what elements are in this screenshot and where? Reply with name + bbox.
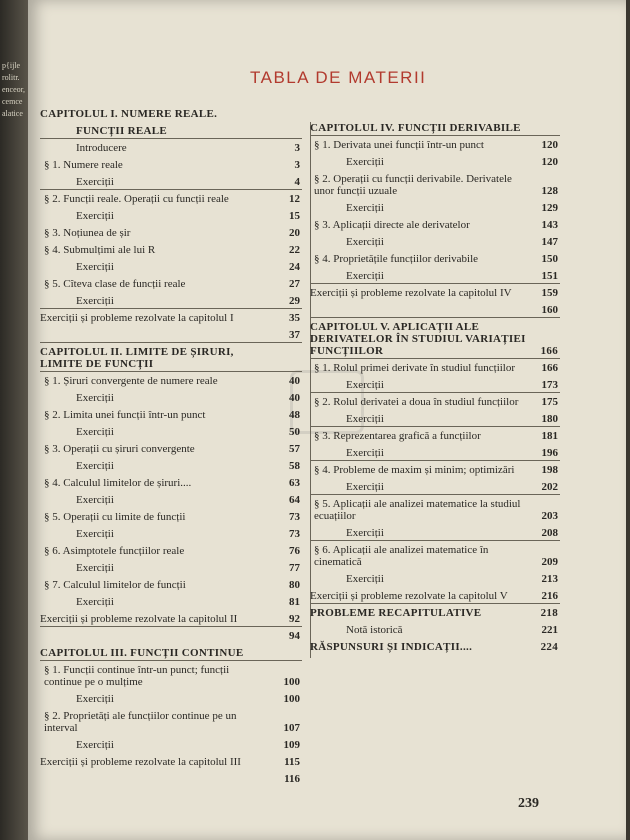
toc-entry-title: RĂSPUNSURI ȘI INDICAȚII....	[310, 641, 473, 653]
toc-entry-page: 181	[541, 430, 558, 442]
toc-entry	[40, 596, 302, 608]
toc-entry-page: 150	[541, 253, 558, 265]
toc-entry	[40, 125, 302, 137]
toc-entry-title: Exerciții	[346, 413, 384, 425]
toc-entry-page: 129	[541, 202, 558, 214]
toc-entry-page: 22	[289, 244, 300, 256]
toc-entry-page: 213	[541, 573, 558, 585]
toc-entry	[40, 227, 302, 239]
toc-entry-title: Exerciții	[346, 481, 384, 493]
toc-entry	[310, 236, 560, 248]
toc-entry-page: 76	[289, 545, 300, 557]
toc-entry-title: Exerciții și probleme rezolvate la capitolul V	[310, 590, 508, 602]
toc-entry	[40, 739, 302, 751]
toc-entry-title: CAPITOLUL IV. FUNCȚII DERIVABILE	[310, 122, 521, 134]
toc-entry	[310, 253, 560, 265]
toc-entry-page: 218	[540, 607, 558, 619]
toc-entry-title: Exerciții și probleme rezolvate la capitolul III	[40, 756, 241, 768]
toc-entry-title: § 6. Asimptotele funcțiilor reale	[44, 545, 185, 557]
toc-entry	[40, 579, 302, 591]
toc-entry-page: 159	[541, 287, 558, 299]
toc-entry-page: 80	[289, 579, 300, 591]
toc-entry-title: Exerciții	[346, 527, 384, 539]
toc-entry	[40, 426, 302, 438]
toc-entry-page: 100	[283, 693, 300, 705]
toc-entry-title: Exerciții	[76, 494, 114, 506]
toc-entry-title: § 1. Șiruri convergente de numere reale	[44, 375, 218, 387]
toc-entry-title: CAPITOLUL III. FUNCȚII CONTINUE	[40, 647, 244, 659]
toc-entry-title: § 3. Aplicații directe ale derivatelor	[314, 219, 470, 231]
toc-entry-page: 128	[541, 185, 558, 197]
toc-entry-page: 209	[541, 556, 558, 568]
toc-entry	[40, 193, 302, 205]
toc-entry-title: Exerciții	[346, 270, 384, 282]
toc-entry	[40, 392, 302, 404]
toc-entry-page: 221	[541, 624, 558, 636]
toc-entry-page: 92	[289, 613, 300, 625]
toc-entry-page: 4	[294, 176, 300, 188]
toc-entry-title: Exerciții	[346, 156, 384, 168]
toc-entry	[40, 312, 302, 324]
toc-entry-page: 40	[289, 375, 300, 387]
toc-entry-page: 143	[541, 219, 558, 231]
toc-entry	[40, 142, 302, 154]
toc-entry-title: Exerciții	[76, 295, 114, 307]
toc-entry-page: 73	[289, 528, 300, 540]
toc-entry-title: § 4. Probleme de maxim și minim; optimizări	[314, 464, 515, 476]
toc-entry-title: § 5. Cîteva clase de funcții reale	[44, 278, 186, 290]
toc-entry-page: 120	[541, 139, 558, 151]
toc-entry-page: 15	[289, 210, 300, 222]
toc-entry-page: 29	[289, 295, 300, 307]
toc-entry-title: Introducere	[76, 142, 127, 154]
toc-entry	[310, 219, 560, 231]
toc-entry-title: CAPITOLUL I. NUMERE REALE.	[40, 108, 218, 120]
toc-entry	[310, 270, 560, 282]
toc-entry-title: § 3. Reprezentarea grafică a funcțiilor	[314, 430, 481, 442]
toc-entry-page: 94	[289, 630, 300, 642]
toc-entry-page: 120	[541, 156, 558, 168]
toc-entry-title: § 3. Noțiunea de șir	[44, 227, 131, 239]
toc-entry-page: 166	[541, 362, 558, 374]
toc-entry	[40, 528, 302, 540]
toc-entry	[310, 379, 560, 391]
toc-entry-page: 100	[283, 676, 300, 688]
toc-entry	[40, 210, 302, 222]
toc-entry	[40, 545, 302, 557]
toc-entry-page: 151	[541, 270, 558, 282]
toc-entry-title: PROBLEME RECAPITULATIVE	[310, 607, 482, 619]
toc-entry	[310, 156, 560, 168]
toc-entry	[40, 443, 302, 455]
toc-entry-page: 160	[541, 304, 558, 316]
toc-entry-page: 57	[289, 443, 300, 455]
toc-entry-title: Exerciții	[76, 596, 114, 608]
toc-entry	[310, 362, 560, 374]
toc-entry-page: 37	[289, 329, 300, 341]
toc-entry-page: 202	[541, 481, 558, 493]
toc-entry	[310, 396, 560, 408]
page-number: 239	[518, 796, 539, 811]
toc-entry-page: 63	[289, 477, 300, 489]
toc-entry-page: 216	[541, 590, 558, 602]
toc-entry-page: 224	[540, 641, 558, 653]
adjacent-page-text: p{ijle rolitr. enceor, cemce alatice	[2, 61, 25, 118]
toc-entry	[310, 430, 560, 442]
toc-entry	[310, 544, 560, 568]
toc-entry-page: 203	[541, 510, 558, 522]
toc-entry-page: 50	[289, 426, 300, 438]
toc-entry	[310, 321, 560, 357]
toc-entry-page: 58	[289, 460, 300, 472]
toc-entry	[310, 607, 560, 619]
toc-entry-page: 40	[289, 392, 300, 404]
toc-entry	[40, 159, 302, 171]
toc-entry	[40, 409, 302, 421]
toc-entry-page: 3	[294, 142, 300, 154]
toc-entry-title: Exerciții	[346, 573, 384, 585]
toc-entry-page: 147	[541, 236, 558, 248]
toc-entry-page: 35	[289, 312, 300, 324]
toc-entry	[40, 460, 302, 472]
toc-entry	[40, 773, 302, 785]
toc-entry-page: 27	[289, 278, 300, 290]
toc-entry-page: 81	[289, 596, 300, 608]
toc-entry	[40, 710, 302, 734]
toc-entry	[40, 511, 302, 523]
toc-entry	[40, 346, 302, 370]
toc-entry-title: § 2. Operații cu funcții derivabile. Derivatele unor funcții uzuale	[314, 173, 512, 197]
book-spine	[0, 0, 28, 840]
toc-entry-title: Notă istorică	[346, 624, 403, 636]
toc-entry-title: § 5. Aplicații ale analizei matematice la studiul ecuațiilor	[314, 498, 521, 522]
toc-entry-page: 166	[540, 345, 558, 357]
toc-entry-title: § 4. Calculul limitelor de șiruri....	[44, 477, 192, 489]
toc-left-column	[40, 108, 302, 790]
toc-entry	[40, 244, 302, 256]
toc-entry-title: Exerciții	[76, 392, 114, 404]
toc-entry	[310, 122, 560, 134]
toc-entry	[40, 630, 302, 642]
toc-entry-title: § 2. Proprietăți ale funcțiilor continue pe un interval	[44, 710, 237, 734]
toc-entry-title: § 2. Limita unei funcții într-un punct	[44, 409, 206, 421]
toc-entry	[310, 287, 560, 299]
toc-entry	[40, 756, 302, 768]
toc-entry-title: Exerciții	[76, 562, 114, 574]
toc-entry	[40, 261, 302, 273]
toc-entry-title: Exerciții	[346, 447, 384, 459]
toc-entry-page: 208	[541, 527, 558, 539]
toc-entry-page: 77	[289, 562, 300, 574]
toc-entry	[40, 613, 302, 625]
toc-entry-title: CAPITOLUL II. LIMITE DE ȘIRURI, LIMITE DE FUNCȚII	[40, 346, 234, 370]
toc-entry-title: § 1. Rolul primei derivate în studiul funcțiilor	[314, 362, 516, 374]
toc-right-column	[310, 122, 560, 658]
toc-entry	[40, 477, 302, 489]
toc-entry-title: § 4. Submulțimi ale lui R	[44, 244, 156, 256]
toc-entry-page: 48	[289, 409, 300, 421]
toc-entry-title: Exerciții	[76, 176, 114, 188]
toc-entry	[40, 108, 302, 120]
toc-entry	[310, 641, 560, 653]
toc-entry-page: 12	[289, 193, 300, 205]
toc-entry-page: 3	[294, 159, 300, 171]
toc-entry-title: Exerciții	[346, 236, 384, 248]
toc-entry-page: 116	[284, 773, 300, 785]
toc-entry-title: § 4. Proprietățile funcțiilor derivabile	[314, 253, 479, 265]
toc-entry-title: § 7. Calculul limitelor de funcții	[44, 579, 186, 591]
toc-entry	[310, 139, 560, 151]
toc-entry	[40, 562, 302, 574]
toc-entry-title: Exerciții	[76, 426, 114, 438]
toc-entry-page: 73	[289, 511, 300, 523]
toc-entry	[310, 202, 560, 214]
toc-entry-title: Exerciții	[76, 261, 114, 273]
toc-entry-title: § 3. Operații cu șiruri convergente	[44, 443, 195, 455]
toc-entry	[40, 295, 302, 307]
toc-entry-title: Exerciții	[346, 202, 384, 214]
toc-entry-page: 24	[289, 261, 300, 273]
toc-entry	[40, 278, 302, 290]
toc-entry	[310, 304, 560, 316]
toc-entry-title: FUNCȚII REALE	[76, 125, 167, 137]
toc-entry-title: Exerciții	[76, 460, 114, 472]
toc-entry-title: § 1. Funcții continue într-un punct; funcții continue pe o mulțime	[44, 664, 230, 688]
toc-entry-title: Exerciții și probleme rezolvate la capitolul I	[40, 312, 234, 324]
toc-entry	[310, 481, 560, 493]
toc-entry-title: Exerciții	[76, 528, 114, 540]
toc-entry	[40, 693, 302, 705]
toc-entry-title: § 5. Operații cu limite de funcții	[44, 511, 186, 523]
toc-entry-title: Exerciții și probleme rezolvate la capitolul IV	[310, 287, 512, 299]
toc-entry	[310, 413, 560, 425]
toc-entry	[40, 329, 302, 341]
toc-entry-title: § 2. Funcții reale. Operații cu funcții reale	[44, 193, 229, 205]
toc-entry-title: § 2. Rolul derivatei a doua în studiul funcțiilor	[314, 396, 519, 408]
toc-entry-title: Exerciții	[76, 739, 114, 751]
toc-entry	[310, 590, 560, 602]
toc-entry-title: CAPITOLUL V. APLICAȚII ALE DERIVATELOR ÎN STUDIUL VARIAȚIEI FUNCȚIILOR	[310, 321, 526, 357]
toc-entry-page: 196	[541, 447, 558, 459]
toc-entry	[310, 464, 560, 476]
toc-entry-page: 180	[541, 413, 558, 425]
toc-entry	[40, 176, 302, 188]
toc-entry	[40, 664, 302, 688]
toc-entry	[40, 494, 302, 506]
toc-entry	[40, 647, 302, 659]
toc-entry-page: 109	[283, 739, 300, 751]
toc-entry	[40, 375, 302, 387]
toc-entry-title: § 1. Numere reale	[44, 159, 123, 171]
toc-entry	[310, 527, 560, 539]
toc-entry	[310, 624, 560, 636]
page-title: TABLA DE MATERII	[250, 68, 427, 87]
toc-entry-page: 173	[541, 379, 558, 391]
toc-entry	[310, 498, 560, 522]
toc-entry-title: Exerciții	[346, 379, 384, 391]
toc-entry-title: Exerciții	[76, 693, 114, 705]
toc-entry-page: 64	[289, 494, 300, 506]
toc-entry-page: 115	[284, 756, 300, 768]
toc-entry-title: § 6. Aplicații ale analizei matematice în cinematică	[314, 544, 489, 568]
toc-entry-page: 198	[541, 464, 558, 476]
toc-entry-page: 20	[289, 227, 300, 239]
toc-entry	[310, 173, 560, 197]
toc-entry-title: Exerciții și probleme rezolvate la capitolul II	[40, 613, 238, 625]
toc-entry	[310, 573, 560, 585]
toc-entry-title: § 1. Derivata unei funcții într-un punct	[314, 139, 484, 151]
toc-entry-page: 107	[283, 722, 300, 734]
toc-entry-page: 175	[541, 396, 558, 408]
toc-entry-title: Exerciții	[76, 210, 114, 222]
toc-entry	[310, 447, 560, 459]
